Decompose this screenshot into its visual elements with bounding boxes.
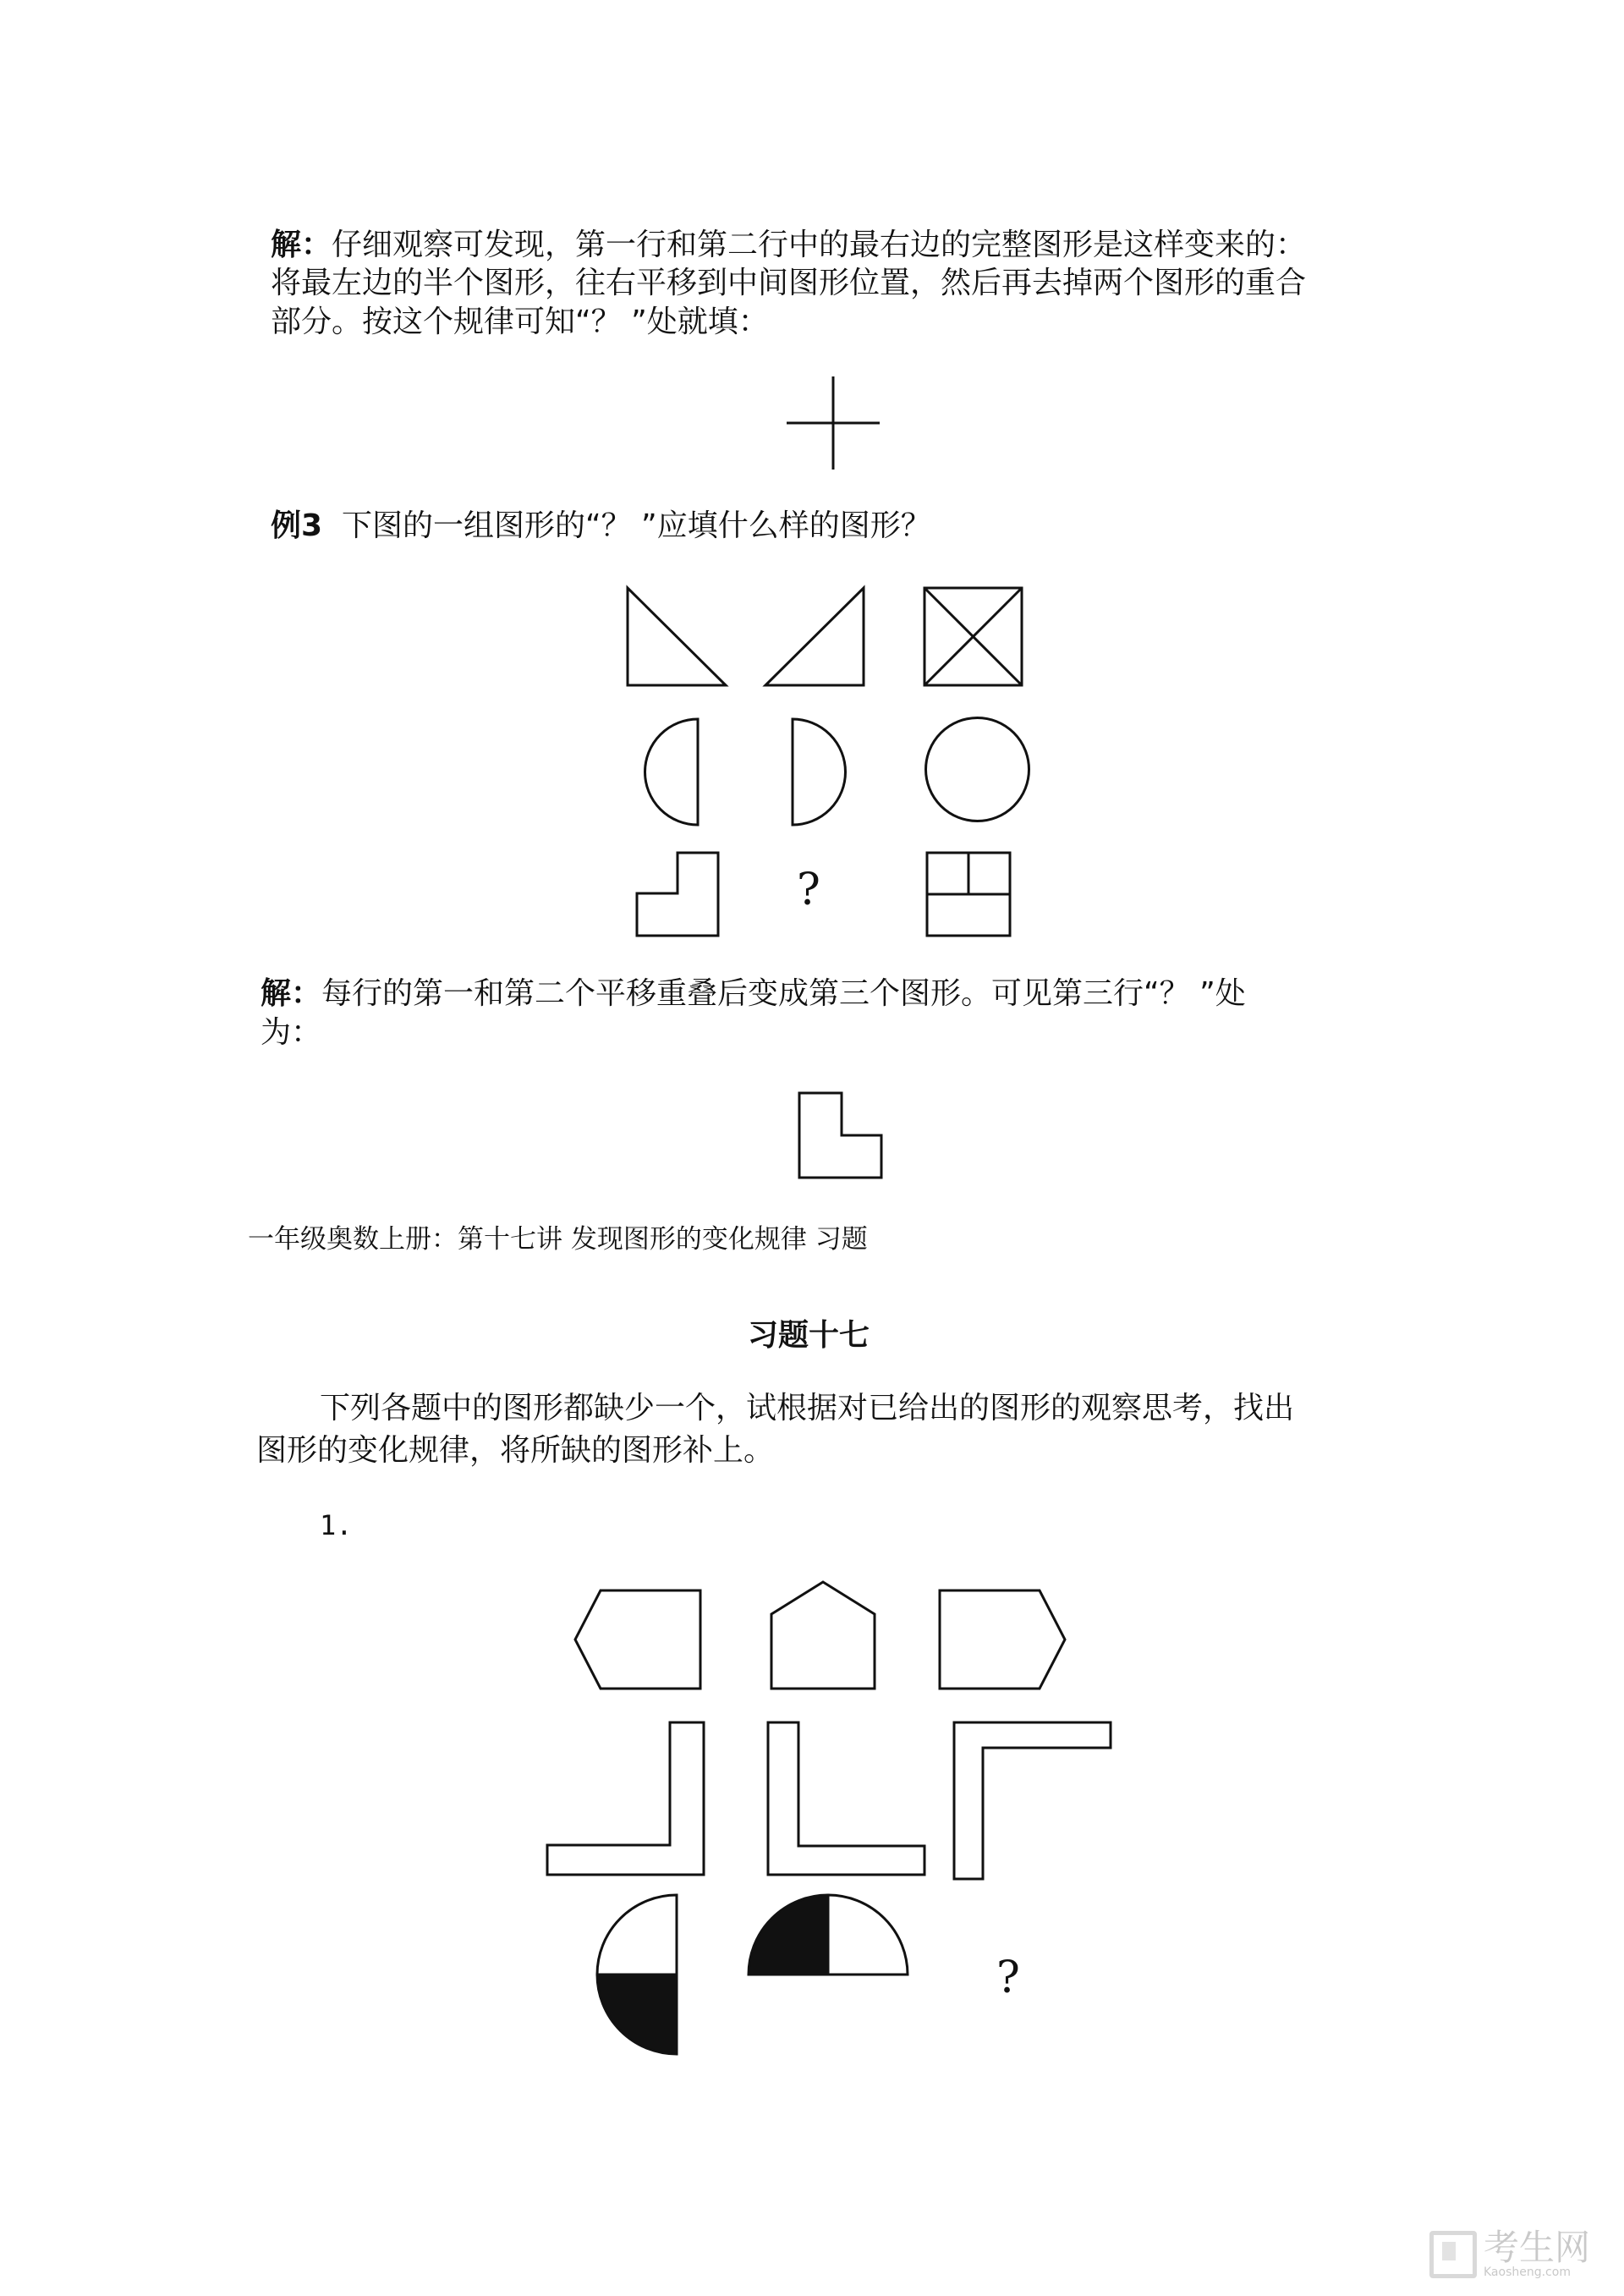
solution1-line1: 解：仔细观察可发现，第一行和第二行中的最右边的完整图形是这样变来的： [271,228,1307,262]
quarter-circle-pie-figure [595,1892,679,2062]
square-x-figure [924,588,1022,685]
hexagon-right-figure [940,1590,1065,1689]
exercise-question-mark: ? [996,1953,1020,2003]
hexagon-left-figure [575,1590,700,1689]
triangle-right-figure [765,588,864,685]
logo-icon [1429,2231,1477,2278]
solution1-line2: 将最左边的半个图形，往右平移到中间图形位置，然后再去掉两个图形的重合 [271,266,1307,300]
triangle-left-figure [628,588,726,685]
solution2-line2: 为： [261,1015,322,1050]
solution1-line3: 部分。按这个规律可知“？ ”处就填： [271,305,769,339]
l-bar-middle-figure [768,1722,924,1875]
exercise-number: 1. [320,1509,353,1541]
exercise-intro-line1: 下列各题中的图形都缺少一个，试根据对已给出的图形的观察思考，找出 [320,1391,1295,1425]
example3-label: 例3 [271,508,323,543]
logo-subtext: Kaosheng.com [1483,2266,1571,2279]
square-t-figure [927,853,1010,936]
logo-text: 考生网 [1483,2227,1590,2268]
cross-figure [787,376,880,470]
half-circle-left-figure [645,719,700,825]
l-bar-left-figure [547,1722,704,1875]
exercise-intro-line2: 图形的变化规律，将所缺的图形补上。 [256,1433,775,1468]
l-bar-right-figure [954,1722,1111,1879]
half-circle-pie-figure [746,1892,908,1977]
watermark-logo [1429,2227,1590,2279]
example3-question-line: 例3 下图的一组图形的“？ ”应填什么样的图形？ [271,508,931,543]
solution1-label: 解： [271,228,332,262]
pentagon-house-figure [771,1582,875,1689]
exercise-title: 习题十七 [748,1318,870,1353]
question-mark: ? [797,865,820,915]
solution2-label: 解： [261,976,322,1011]
answer-l-shape-figure [799,1093,881,1178]
section-title: 一年级奥数上册：第十七讲 发现图形的变化规律 习题 [248,1224,868,1255]
half-circle-right-figure [791,719,845,825]
l-shape-figure [637,853,718,936]
circle-figure [924,717,1030,822]
solution2-line1: 解：每行的第一和第二个平移重叠后变成第三个图形。可见第三行“？ ”处 [261,976,1246,1011]
